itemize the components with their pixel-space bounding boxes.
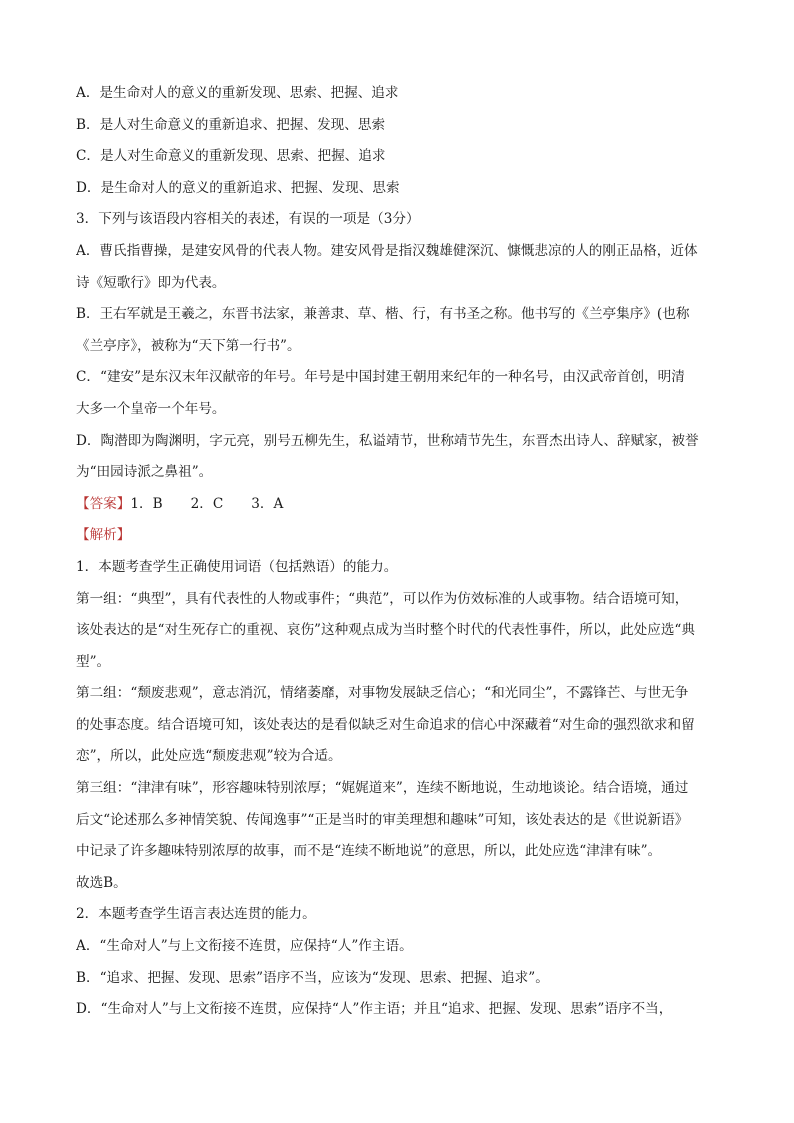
- analysis-body: [76, 552, 718, 1026]
- option-2a: A．是生命对人的意义的重新发现、思索、把握、追求: [76, 85, 399, 101]
- analysis-line: 中记录了许多趣味特别浓厚的故事，而不是“连续不断地说”的意思，所以，此处应选“津津有味”。: [76, 843, 662, 860]
- option-2d: D．是生命对人的意义的重新追求、把握、发现、思索: [76, 179, 400, 196]
- analysis-line: A．“生命对人”与上文衔接不连贯，应保持“人”作主语。: [76, 938, 413, 955]
- analysis-line: D．“生命对人”与上文衔接不连贯，应保持“人”作主语；并且“追求、把握、发现、思索”语序不当，: [76, 1001, 673, 1018]
- answer-label: 【答案】: [76, 495, 131, 512]
- analysis-line: 故选B。: [76, 874, 127, 891]
- option-3a-line2: 诗《短歌行》即为代表。: [76, 274, 226, 291]
- option-2b: B．是人对生命意义的重新追求、把握、发现、思索: [76, 116, 386, 133]
- analysis-line: 第三组：“津津有味”，形容趣味特别浓厚；“娓娓道来”，连续不断地说，生动地谈论。结合语境，通过: [76, 780, 689, 797]
- question-block: [76, 78, 718, 489]
- option-3d-line1: D．陶潜即为陶渊明，字元亮，别号五柳先生，私谥靖节，世称靖节先生，东晋杰出诗人、辞赋家，被誉: [76, 432, 699, 449]
- question-3-stem: 3．下列与该语段内容相关的表述，有误的一项是（3分）: [76, 211, 420, 228]
- answer-1: 1．B: [130, 495, 163, 512]
- analysis-line: 后文“论述那么多神情笑貌、传闻逸事”“正是当时的审美理想和趣味”可知，该处表达的是《世说新语》: [76, 811, 689, 828]
- analysis-line: 该处表达的是“对生死存亡的重视、哀伤”这种观点成为当时整个时代的代表性事件，所以，此处应选“典: [76, 622, 695, 639]
- option-3a-line1: A．曹氏指曹操，是建安风骨的代表人物。建安风骨是指汉魏雄健深沉、慷慨悲凉的人的刚正品格，近体: [76, 242, 698, 259]
- analysis-line: 第一组：“典型”，具有代表性的人物或事件；“典范”，可以作为仿效标准的人或事物。结合语境可知，: [76, 590, 689, 607]
- analysis-line: 恋”，所以，此处应选“颓废悲观”较为合适。: [76, 748, 342, 765]
- analysis-line: 1．本题考查学生正确使用词语（包括熟语）的能力。: [76, 558, 398, 575]
- answer-3: 3．A: [251, 495, 284, 512]
- option-3d-line2: 为“田园诗派之鼻祖”。: [76, 464, 213, 481]
- answer-line: [76, 489, 718, 521]
- analysis-line: 2．本题考查学生语言表达连贯的能力。: [76, 906, 316, 923]
- option-2c: C．是人对生命意义的重新发现、思索、把握、追求: [76, 148, 386, 165]
- option-3c-line1: C．“建安”是东汉末年汉献帝的年号。年号是中国封建王朝用来纪年的一种名号，由汉武帝首创，明清: [76, 369, 685, 386]
- option-3b-line2: 《兰亭序》，被称为“天下第一行书”。: [76, 337, 301, 354]
- analysis-label: 【解析】: [76, 527, 131, 544]
- option-3b-line1: B．王右军就是王羲之，东晋书法家，兼善隶、草、楷、行，有书圣之称。他书写的《兰亭集序》(也称: [76, 306, 690, 323]
- analysis-line: B．“追求、把握、发现、思索”语序不当，应该为“发现、思索、把握、追求”。: [76, 969, 549, 986]
- analysis-line: 第二组：“颓废悲观”，意志消沉，情绪萎靡，对事物发展缺乏信心；“和光同尘”，不露锋芒、与世无争: [76, 685, 689, 702]
- option-3c-line2: 大多一个皇帝一个年号。: [76, 400, 226, 417]
- analysis-line: 的处事态度。结合语境可知，该处表达的是看似缺乏对生命追求的信心中深藏着“对生命的强烈欲求和留: [76, 716, 695, 733]
- analysis-line: 型”。: [76, 653, 111, 670]
- answer-2: 2．C: [190, 495, 224, 512]
